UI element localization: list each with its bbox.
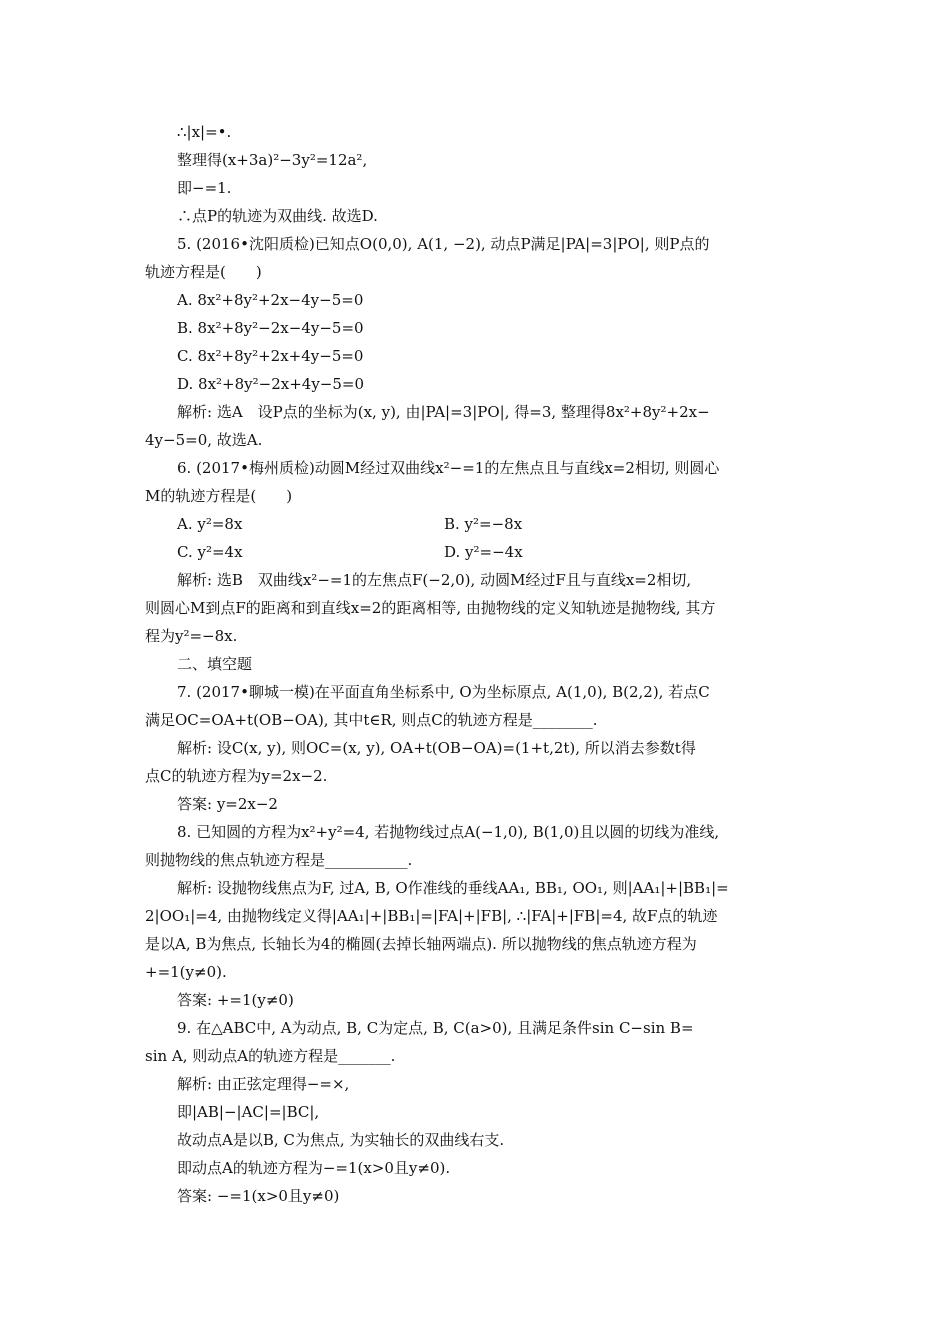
text-line: 轨迹方程是( ): [145, 263, 262, 281]
text-line: 则抛物线的焦点轨迹方程是___________.: [145, 851, 413, 869]
text-line: 即动点A的轨迹方程为−=1(x>0且y≠0).: [177, 1159, 451, 1177]
option-d: D. 8x²+8y²−2x+4y−5=0: [177, 375, 365, 393]
text-line: 即−=1.: [177, 179, 232, 197]
text-line: 是以A, B为焦点, 长轴长为4的椭圆(去掉长轴两端点). 所以抛物线的焦点轨迹方程为: [145, 935, 697, 953]
text-line: 4y−5=0, 故选A.: [145, 431, 263, 449]
text-line: 2|OO₁|=4, 由抛物线定义得|AA₁|+|BB₁|=|FA|+|FB|, ∴|FA|+|FB|=4, 故F点的轨迹: [145, 907, 718, 925]
text-line: 故动点A是以B, C为焦点, 为实轴长的双曲线右支.: [177, 1131, 505, 1149]
solution-9: 解析: 由正弦定理得−=×,: [177, 1075, 350, 1093]
question-7: 7. (2017•聊城一模)在平面直角坐标系中, O为坐标原点, A(1,0), B(2,2), 若点C: [177, 683, 710, 701]
answer-9: 答案: −=1(x>0且y≠0): [177, 1187, 340, 1205]
text-line: sin A, 则动点A的轨迹方程是_______.: [145, 1047, 396, 1065]
text-line: ∴点P的轨迹为双曲线. 故选D.: [177, 207, 378, 225]
answer-8: 答案: +=1(y≠0): [177, 991, 294, 1009]
option-d: D. y²=−4x: [444, 543, 523, 561]
option-a: A. y²=8x: [177, 515, 243, 533]
text-line: 点C的轨迹方程为y=2x−2.: [145, 767, 328, 785]
question-9: 9. 在△ABC中, A为动点, B, C为定点, B, C(a>0), 且满足条件sin C−sin B=: [177, 1019, 694, 1037]
section-heading: 二、填空题: [177, 655, 253, 673]
text-line: 满足OC=OA+t(OB−OA), 其中t∈R, 则点C的轨迹方程是________.: [145, 711, 598, 729]
question-8: 8. 已知圆的方程为x²+y²=4, 若抛物线过点A(−1,0), B(1,0)且以圆的切线为准线,: [177, 823, 720, 841]
option-a: A. 8x²+8y²+2x−4y−5=0: [177, 291, 364, 309]
solution-5: 解析: 选A 设P点的坐标为(x, y), 由|PA|=3|PO|, 得=3, 整理得8x²+8y²+2x−: [177, 403, 710, 421]
answer-7: 答案: y=2x−2: [177, 795, 278, 813]
text-line: M的轨迹方程是( ): [145, 487, 293, 505]
text-line: ∴|x|=•.: [177, 123, 232, 141]
solution-7: 解析: 设C(x, y), 则OC=(x, y), OA+t(OB−OA)=(1+t,2t), 所以消去参数t得: [177, 739, 696, 757]
question-5: 5. (2016•沈阳质检)已知点O(0,0), A(1, −2), 动点P满足|PA|=3|PO|, 则P点的: [177, 235, 710, 253]
text-line: 则圆心M到点F的距离和到直线x=2的距离相等, 由抛物线的定义知轨迹是抛物线, 其方: [145, 599, 716, 617]
text-line: 程为y²=−8x.: [145, 627, 238, 645]
text-line: 整理得(x+3a)²−3y²=12a²,: [177, 151, 368, 169]
question-6: 6. (2017•梅州质检)动圆M经过双曲线x²−=1的左焦点且与直线x=2相切, 则圆心: [177, 459, 720, 477]
solution-6: 解析: 选B 双曲线x²−=1的左焦点F(−2,0), 动圆M经过F且与直线x=2相切,: [177, 571, 692, 589]
option-b: B. y²=−8x: [444, 515, 523, 533]
option-c: C. y²=4x: [177, 543, 243, 561]
text-line: +=1(y≠0).: [145, 963, 227, 981]
solution-8: 解析: 设抛物线焦点为F, 过A, B, O作准线的垂线AA₁, BB₁, OO₁, 则|AA₁|+|BB₁|=: [177, 879, 729, 897]
option-c: C. 8x²+8y²+2x+4y−5=0: [177, 347, 364, 365]
option-b: B. 8x²+8y²−2x−4y−5=0: [177, 319, 364, 337]
text-line: 即|AB|−|AC|=|BC|,: [177, 1103, 320, 1121]
